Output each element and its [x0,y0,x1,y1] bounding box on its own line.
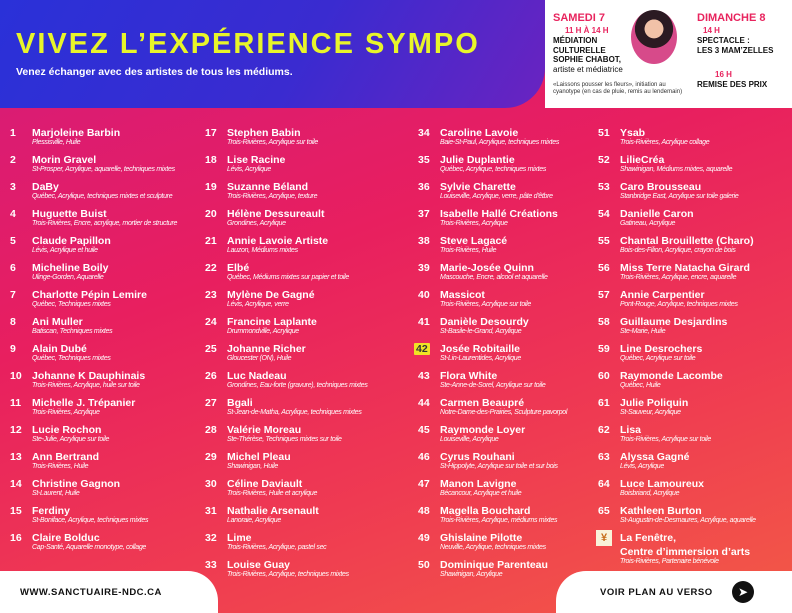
artist-detail: Ste-Thérèse, Techniques mixtes sur toile [227,436,342,443]
artist-number: 23 [205,289,217,301]
artist-detail: St-Boniface, Acrylique, techniques mixtes [32,517,149,524]
artist-name: Flora White [440,370,498,382]
artist-detail: Trois-Rivières, Acrylique sur toile [227,139,319,146]
artist-number: 35 [418,154,430,166]
artist-detail: St-Lin-Laurentides, Acrylique [440,355,521,362]
artist-detail: Trois-Rivières, Acrylique, médiums mixtes [440,517,558,524]
artist-number: 8 [10,316,16,328]
artist-name: Lisa [620,424,642,436]
artist-name: Micheline Boily [32,262,109,274]
artist-detail: Baie-St-Paul, Acrylique, techniques mixtes [440,139,560,146]
artist-number: 51 [598,127,610,139]
artist-name: Lise Racine [227,154,286,166]
artist-detail: St-Laurent, Huile [32,490,80,497]
artist-name: Johanne Richer [227,343,306,355]
artist-number: 59 [598,343,610,355]
artist-number: 29 [205,451,217,463]
artist-name: Annie Carpentier [620,289,705,301]
saturday-note: «Laissons pousser les fleurs», initiation au cyanotype (en cas de pluie, remis au lendemain) [553,82,683,95]
artist-name: DaBy [32,181,59,193]
artist-name: LilieCréa [620,154,665,166]
artist-name: Hélène Dessureault [227,208,325,220]
artist-detail: St-Sauveur, Acrylique [620,409,681,416]
artist-number: 30 [205,478,217,490]
artist-detail: Lévis, Acrylique et huile [32,247,98,254]
artist-name: Valérie Moreau [227,424,302,436]
artist-number: 57 [598,289,610,301]
artist-detail: Cap-Santé, Aquarelle monotype, collage [32,544,147,551]
artist-detail: Shawinigan, Huile [227,463,278,470]
artist-detail: St-Prosper, Acrylique, aquarelle, techniques mixtes [32,166,175,173]
artist-name: Miss Terre Natacha Girard [620,262,750,274]
artist-detail: Ste-Anne-de-Sorel, Acrylique sur toile [440,382,546,389]
artist-name: Carmen Beaupré [440,397,525,409]
sunday-show-line: LES 3 MAM’ZELLES [697,45,774,55]
artist-detail: Québec, Médiums mixtes sur papier et toile [227,274,350,281]
saturday-day: SAMEDI 7 [553,12,605,24]
artist-detail: Trois-Rivières, Acrylique sur toile [620,436,712,443]
artist-number: 60 [598,370,610,382]
artist-name: Morin Gravel [32,154,97,166]
artist-number: 17 [205,127,217,139]
artist-name: Steve Lagacé [440,235,508,247]
artist-name: Christine Gagnon [32,478,121,490]
artist-name: Guillaume Desjardins [620,316,728,328]
artist-detail: Québec, Techniques mixtes [32,355,111,362]
artist-number: 63 [598,451,610,463]
artist-name: Kathleen Burton [620,505,702,517]
artist-number: 3 [10,181,16,193]
artist-number: 24 [205,316,217,328]
artist-number: 19 [205,181,217,193]
artist-number: 11 [10,397,22,409]
artist-name: Ani Muller [32,316,83,328]
saturday-line: MÉDIATION [553,36,598,45]
artist-number: 4 [10,208,16,220]
artist-name: Sylvie Charette [440,181,516,193]
artist-detail: St-Hippolyte, Acrylique sur toile et sur bois [440,463,558,470]
artist-number: 34 [418,127,430,139]
sunday-day: DIMANCHE 8 [697,12,766,24]
artist-number: 15 [10,505,22,517]
artist-name: Line Desrochers [620,343,703,355]
artist-detail: Lévis, Acrylique, verre [227,301,289,308]
artist-number: 26 [205,370,217,382]
page-subtitle: Venez échanger avec des artistes de tous les médiums. [16,66,293,78]
artist-number: 36 [418,181,430,193]
artist-name: Raymonde Lacombe [620,370,723,382]
artist-name: Johanne K Dauphinais [32,370,146,382]
artist-detail: Trois-Rivières, Acrylique sur toile [440,301,532,308]
artist-detail: Trois-Rivières, Encre, acrylique, mortier de structure [32,220,178,227]
artist-name: Marjoleine Barbin [32,127,121,139]
artist-number: 42 [416,343,428,355]
artist-detail: Trois-Rivières, Acrylique, encre, aquarelle [620,274,737,281]
artist-number: 13 [10,451,22,463]
artist-detail: Trois-Rivières, Huile [440,247,497,254]
artist-number: 25 [205,343,217,355]
artist-detail: Lévis, Acrylique [227,166,271,173]
artist-detail: Ste-Marie, Huile [620,328,666,335]
artist-photo [631,10,677,64]
artist-name: Massicot [440,289,485,301]
artist-number: 37 [418,208,430,220]
artist-number: 40 [418,289,430,301]
artist-number: 48 [418,505,430,517]
artist-number: 6 [10,262,16,274]
artist-name: Céline Daviault [227,478,303,490]
artist-number: 9 [10,343,16,355]
artist-number: 28 [205,424,217,436]
artist-name: Caroline Lavoie [440,127,519,139]
artist-number: 61 [598,397,610,409]
artist-number: 10 [10,370,22,382]
artist-number: 7 [10,289,16,301]
sunday-show-line: SPECTACLE : [697,36,750,45]
artist-name: Luc Nadeau [227,370,287,382]
artist-detail: St-Basile-le-Grand, Acrylique [440,328,522,335]
artist-number: 53 [598,181,610,193]
artist-detail: Louiseville, Acrylique, verre, pâte d'êtbre [440,193,553,200]
navigation-arrow-icon[interactable]: ➤ [732,581,754,603]
artist-name: La Fenêtre, [620,532,677,544]
artist-detail: Trois-Rivières, Acrylique collage [620,139,710,146]
artist-name: Annie Lavoie Artiste [227,235,329,247]
artist-number: 16 [10,532,22,544]
artist-number: 55 [598,235,610,247]
artist-number: 22 [205,262,217,274]
artist-number: 62 [598,424,610,436]
artist-name: Suzanne Béland [227,181,309,193]
artist-detail: Gatineau, Acrylique [620,220,676,227]
artist-name: Centre d’immersion d’arts [620,546,751,558]
artist-number: 39 [418,262,430,274]
artist-detail: Trois-Rivières, Acrylique [440,220,508,227]
artist-name: Manon Lavigne [440,478,517,490]
artist-name: Julie Duplantie [440,154,515,166]
artist-name: Ghislaine Pilotte [440,532,523,544]
artist-detail: Ulinge-Gorden, Aquarelle [32,274,104,281]
artist-number: 65 [598,505,610,517]
artist-detail: Lévis, Acrylique [620,463,664,470]
artist-name: Francine Laplante [227,316,317,328]
artist-name: Lucie Rochon [32,424,102,436]
artist-detail: Louiseville, Acrylique [440,436,499,443]
artist-name: Mylène De Gagné [227,289,315,301]
artist-detail: Québec, Techniques mixtes [32,301,111,308]
artist-detail: Trois-Rivières, Acrylique, techniques mixtes [227,571,349,578]
artist-detail: Bécancour, Acrylique et huile [440,490,522,497]
artist-detail: Québec, Acrylique, techniques mixtes [440,166,547,173]
artist-number: 2 [10,154,16,166]
artist-detail: Gloucester (ON), Huile [227,355,292,362]
artist-number: 49 [418,532,430,544]
artist-detail: Batiscan, Techniques mixtes [32,328,113,335]
artist-name: Isabelle Hallé Créations [440,208,558,220]
artist-name: Ysab [620,127,646,139]
artist-number: 27 [205,397,217,409]
artist-detail: Trois-Rivières, Acrylique, huile sur toile [32,382,140,389]
page-title: VIVEZ L’EXPÉRIENCE SYMPO [16,28,480,60]
artist-name: Claire Bolduc [32,532,100,544]
artist-name: Raymonde Loyer [440,424,526,436]
artist-number: 14 [10,478,22,490]
artist-name: Charlotte Pépin Lemire [32,289,147,301]
artist-name: Bgali [227,397,253,409]
artist-name: Ann Bertrand [32,451,100,463]
artist-name: Caro Brousseau [620,181,702,193]
artist-detail: Trois-Rivières, Partenaire bénévole [620,558,719,565]
saturday-activity [553,36,623,74]
artist-number: 58 [598,316,610,328]
artist-number: 46 [418,451,430,463]
footer-plan-tab[interactable] [556,571,792,613]
artist-detail: Pont-Rouge, Acrylique, techniques mixtes [620,301,738,308]
artist-name: Alain Dubé [32,343,87,355]
artist-detail: Shawinigan, Médiums mixtes, aquarelle [620,166,733,173]
la-fenetre-logo-icon: ¥ [596,530,612,546]
artist-detail: Québec, Acrylique sur toile [620,355,696,362]
artist-name: Louise Guay [227,559,291,571]
artist-name: Magella Bouchard [440,505,531,517]
artist-name: Chantal Brouillette (Charo) [620,235,754,247]
artist-name: Luce Lamoureux [620,478,705,490]
artist-number: 64 [598,478,610,490]
artist-number: 52 [598,154,610,166]
artist-detail: Trois-Rivières, Acrylique [32,409,100,416]
artist-name: Elbé [227,262,250,274]
artist-detail: Boisbriand, Acrylique [620,490,680,497]
artist-number: 50 [418,559,430,571]
artist-name: Josée Robitaille [440,343,520,355]
saturday-line: SOPHIE CHABOT, [553,55,622,64]
artist-name: Marie-Josée Quinn [440,262,534,274]
artist-detail: Notre-Dame-des-Prairies, Sculpture pavorpol [440,409,568,416]
artist-name: Dominique Parenteau [440,559,548,571]
artist-detail: Québec, Acrylique, techniques mixtes et sculpture [32,193,173,200]
see-plan-link[interactable]: VOIR PLAN AU VERSO [600,587,713,598]
artist-number: 31 [205,505,217,517]
sunday-prize: REMISE DES PRIX [697,80,768,89]
artist-number: 54 [598,208,610,220]
artist-name: Stephen Babin [227,127,301,139]
artist-detail: Trois-Rivières, Acrylique, texture [227,193,318,200]
artist-detail: Stanbridge East, Acrylique sur toile galerie [620,193,739,200]
artist-detail: Neuville, Acrylique, techniques mixtes [440,544,546,551]
artist-detail: Trois-Rivières, Acrylique, pastel sec [227,544,327,551]
artist-name: Michelle J. Trépanier [32,397,136,409]
artist-number: 5 [10,235,16,247]
schedule-panel [545,0,792,108]
artist-name: Huguette Buist [32,208,107,220]
header-banner [0,0,545,108]
artist-name: Nathalie Arsenault [227,505,319,517]
artist-number: 18 [205,154,217,166]
artist-number: 56 [598,262,610,274]
saturday-line: CULTURELLE [553,45,606,55]
artist-name: Danièle Desourdy [440,316,529,328]
artist-detail: Trois-Rivières, Huile [32,463,89,470]
artist-name: Claude Papillon [32,235,111,247]
saturday-role: artiste et médiatrice [553,64,623,74]
artist-detail: Québec, Huile [620,382,661,389]
artist-detail: Trois-Rivières, Huile et acrylique [227,490,318,497]
artist-detail: Shawinigan, Acrylique [440,571,503,578]
artist-number: 38 [418,235,430,247]
website-link[interactable]: WWW.SANCTUAIRE-NDC.CA [20,587,162,598]
artist-number: 47 [418,478,430,490]
artist-number: 32 [205,532,217,544]
artist-detail: Ste-Julie, Acrylique sur toile [32,436,110,443]
artist-number: 33 [205,559,217,571]
artist-number: 44 [418,397,430,409]
artist-detail: Lauzon, Médiums mixtes [227,247,298,254]
artist-name: Michel Pleau [227,451,291,463]
artist-name: Lime [227,532,252,544]
artist-detail: Grondines, Eau-forte (gravure), techniques mixtes [227,382,368,389]
sunday-time-2: 16 H [715,70,732,79]
artist-detail: Bois-des-Filion, Acrylique, crayon de bois [620,247,736,254]
artist-detail: Mascouche, Encre, alcool et aquarelle [440,274,548,281]
artist-number: 43 [418,370,430,382]
artist-name: Julie Poliquin [620,397,689,409]
artist-name: Danielle Caron [620,208,694,220]
artist-name: Ferdiny [32,505,70,517]
artist-number: 21 [205,235,217,247]
artist-detail: St-Augustin-de-Desmaures, Acrylique, aquarelle [620,517,756,524]
artist-detail: Grondines, Acrylique [227,220,286,227]
artist-number: 1 [10,127,16,139]
sunday-time: 14 H [703,26,720,35]
artist-detail: Lanoraie, Acrylique [227,517,281,524]
saturday-time: 11 H À 14 H [565,26,609,35]
artist-name: Alyssa Gagné [620,451,690,463]
artist-number: 20 [205,208,217,220]
artist-number: 41 [418,316,430,328]
artist-detail: Plessisville, Huile [32,139,81,146]
sunday-show [697,36,773,55]
artist-name: Cyrus Rouhani [440,451,515,463]
artist-detail: St-Jean-de-Matha, Acrylique, techniques mixtes [227,409,362,416]
artist-number: 12 [10,424,22,436]
artist-detail: Drummondville, Acrylique [227,328,299,335]
footer-website-tab[interactable] [0,571,218,613]
artist-number: 45 [418,424,430,436]
